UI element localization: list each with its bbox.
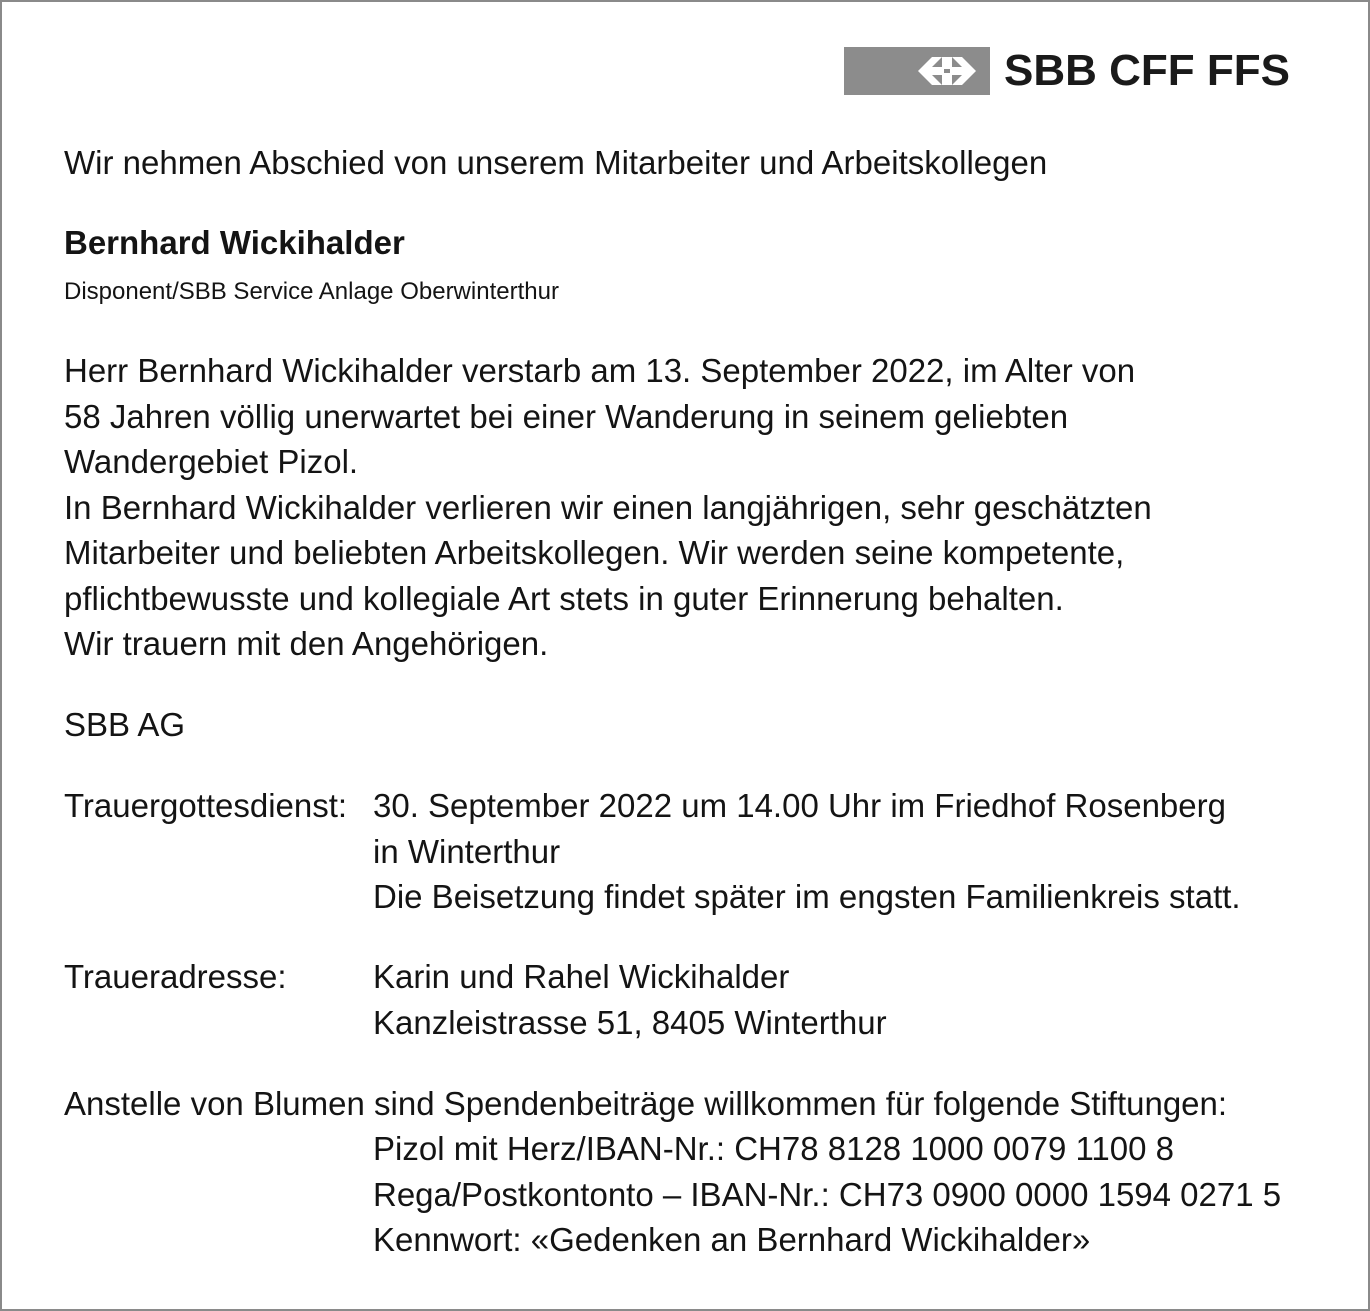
body-line: In Bernhard Wickihalder verlieren wir einen langjährigen, sehr geschätzten: [64, 488, 1152, 526]
deceased-role: Disponent/SBB Service Anlage Oberwinterthur: [64, 278, 559, 305]
body-line: 58 Jahren völlig unerwartet bei einer Wanderung in seinem geliebten: [64, 397, 1069, 435]
obituary-body: [64, 348, 1152, 667]
service-details: [373, 783, 1241, 920]
body-line: Herr Bernhard Wickihalder verstarb am 13. September 2022, im Alter von: [64, 352, 1136, 389]
body-line: Wir trauern mit den Angehörigen.: [64, 625, 549, 662]
service-line: 30. September 2022 um 14.00 Uhr im Friedhof Rosenberg: [373, 787, 1226, 824]
logo-bar: [844, 47, 990, 95]
address-line: Kanzleistrasse 51, 8405 Winterthur: [373, 1003, 887, 1041]
donation-line: Pizol mit Herz/IBAN-Nr.: CH78 8128 1000 0079 1100 8: [373, 1130, 1174, 1167]
deceased-name: Bernhard Wickihalder: [64, 224, 405, 261]
body-line: pflichtbewusste und kollegiale Art stets in guter Erinnerung behalten.: [64, 579, 1064, 617]
sbb-logo: [844, 46, 1290, 96]
donation-line: Rega/Postkontonto – IBAN-Nr.: CH73 0900 0000 1594 0271 5: [373, 1175, 1282, 1213]
address-details: [373, 954, 887, 1045]
address-line: Karin und Rahel Wickihalder: [373, 958, 790, 995]
service-line: Die Beisetzung findet später im engsten Familienkreis statt.: [373, 878, 1241, 915]
body-line: Wandergebiet Pizol.: [64, 443, 359, 480]
intro-line: Wir nehmen Abschied von unserem Mitarbeiter und Arbeitskollegen: [64, 144, 1048, 181]
service-line: in Winterthur: [373, 832, 561, 870]
signature: SBB AG: [64, 706, 186, 743]
logo-text: SBB CFF FFS: [1004, 46, 1290, 95]
service-label: Trauergottesdienst:: [64, 787, 348, 824]
address-label: Traueradresse:: [64, 958, 287, 995]
sbb-arrows-cross-icon: [916, 55, 978, 87]
donation-heading: Anstelle von Blumen sind Spendenbeiträge willkommen für folgende Stiftungen:: [64, 1085, 1228, 1122]
donation-line: Kennwort: «Gedenken an Bernhard Wickihalder»: [373, 1221, 1091, 1258]
donation-list: [373, 1126, 1281, 1263]
body-line: Mitarbeiter und beliebten Arbeitskollegen. Wir werden seine kompetente,: [64, 534, 1125, 571]
